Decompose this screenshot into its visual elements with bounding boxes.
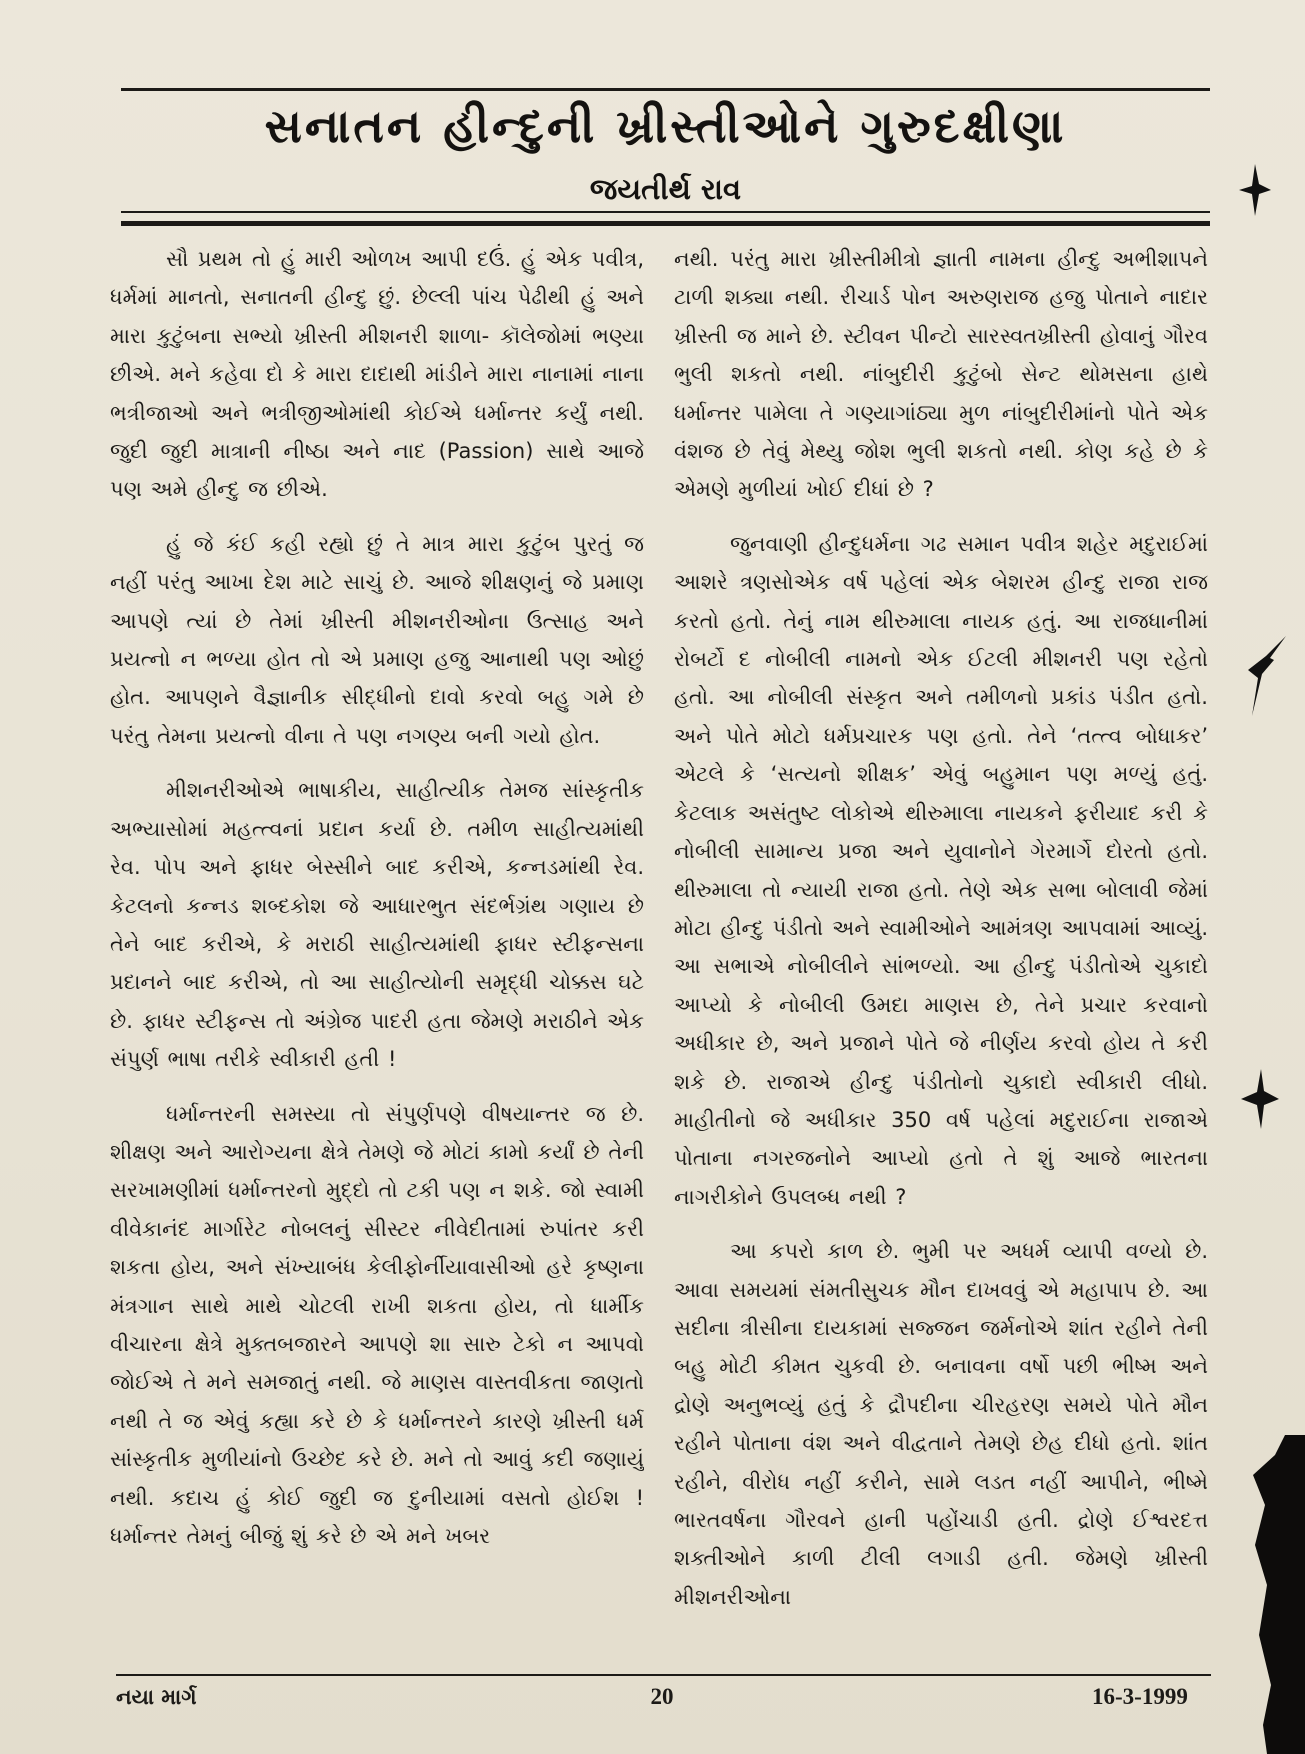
punch-hole-mark-middle (1240, 630, 1290, 720)
torn-edge-shadow (1245, 1435, 1305, 1754)
issue-date: 16-3-1999 (1092, 1684, 1188, 1709)
article-title: સનાતન હીન્દુની ખ્રીસ્તીઓને ગુરુદક્ષીણા (264, 99, 1067, 153)
punch-hole-mark-top (1235, 160, 1275, 220)
body-paragraph: જુનવાણી હીન્દુધર્મના ગઢ સમાન પવીત્ર શહેર મદુરાઈમાં આશરે ત્રણસોએક વર્ષ પહેલાં એક બેશરમ હીન્દુ રાજા રાજ કરતો હતો. તેનું નામ થીરુમાલા નાયક હતું. આ રાજધાનીમાં રોબર્ટો દ નોબીલી નામનો એક ઈટલી મીશનરી પણ રહેતો હતો. આ નોબીલી સંસ્કૃત અને તમીળનો પ્રકાંડ પંડીત હતો. અને પોતે મોટો ધર્મપ્રચારક પણ હતો. તેને ‘તત્ત્વ બોધાકર’ એટલે કે ‘સત્યનો શીક્ષક’ એવું બહુમાન પણ મળ્યું હતું. કેટલાક અસંતુષ્ટ લોકોએ થીરુમાલા નાયકને ફરીયાદ કરી કે નોબીલી સામાન્ય પ્રજા અને યુવાનોને ગેરમાર્ગે દોરતો હતો. થીરુમાલા તો ન્યાયી રાજા હતો. તેણે એક સભા બોલાવી જેમાં મોટા હીન્દુ પંડીતો અને સ્વામીઓને આમંત્રણ આપવામાં આવ્યું. આ સભાએ નોબીલીને સાંભળ્યો. આ હીન્દુ પંડીતોએ ચુકાદો આપ્યો કે નોબીલી ઉમદા માણસ છે, તેને પ્રચાર કરવાનો અધીકાર છે, અને પ્રજાને પોતે જે નીર્ણય કરવો હોય તે કરી શકે છે. રાજાએ હીન્દુ પંડીતોનો ચુકાદો સ્વીકારી લીધો. માહીતીનો જે અધીકાર 350 વર્ષ પહેલાં મદુરાઈના રાજાએ પોતાના નગરજનોને આપ્યો હતો તે શું આજે ભારતના નાગરીકોને ઉપલબ્ધ નથી ? (674, 531, 1208, 1209)
header-top-rule (121, 88, 1210, 91)
body-paragraph: હું જે કંઈ કહી રહ્યો છું તે માત્ર મારા કુટુંબ પુરતું જ નહીં પરંતુ આખા દેશ માટે સાચું છે. આજે શીક્ષણનું જે પ્રમાણ આપણે ત્યાં છે તેમાં ખ્રીસ્તી મીશનરીઓના ઉત્સાહ અને પ્રયત્નો ન ભળ્યા હોત તો એ પ્રમાણ હજુ આનાથી પણ ઓછું હોત. આપણને વૈજ્ઞાનીક સીદ્ધીનો દાવો કરવો બહુ ગમે છે પરંતુ તેમના પ્રયત્નો વીના તે પણ નગણ્ય બની ગયો હોત. (110, 531, 644, 748)
body-paragraph: ધર્માન્તરની સમસ્યા તો સંપુર્ણપણે વીષયાન્તર જ છે. શીક્ષણ અને આરોગ્યના ક્ષેત્રે તેમણે જે મોટાં કામો કર્યાં છે તેની સરખામણીમાં ધર્માન્તરનો મુદ્દો તો ટકી પણ ન શકે. જો સ્વામી વીવેકાનંદ માર્ગારેટ નોબલનું સીસ્ટર નીવેદીતામાં રુપાંતર કરી શકતા હોય, અને સંખ્યાબંધ કેલીફોર્નીયાવાસીઓ હરે કૃષ્ણના મંત્રગાન સાથે માથે ચોટલી રાખી શકતા હોય, તો ધાર્મીક વીચારના ક્ષેત્રે મુક્તબજારને આપણે શા સારુ ટેકો ન આપવો જોઈએ તે મને સમજાતું નથી. જે માણસ વાસ્તવીકતા જાણતો નથી તે જ એવું કહ્યા કરે છે કે ધર્માન્તરને કારણે ખ્રીસ્તી ધર્મ સાંસ્કૃતીક મુળીયાંનો ઉચ્છેદ કરે છે. મને તો આવું કદી જણાયું નથી. કદાચ હું કોઈ જુદી જ દુનીયામાં વસતો હોઈશ ! ધર્માન્તર તેમનું બીજું શું કરે છે એ મને ખબર (110, 1101, 644, 1548)
page-number: 20 (650, 1684, 674, 1709)
footer-rule (116, 1674, 1211, 1676)
article-author: જયતીર્થ રાવ (589, 172, 742, 206)
article-column-left (110, 240, 644, 1660)
publication-name: નયા માર્ગ (116, 1685, 197, 1709)
body-paragraph: મીશનરીઓએ ભાષાકીય, સાહીત્યીક તેમજ સાંસ્કૃતીક અભ્યાસોમાં મહત્ત્વનાં પ્રદાન કર્યા છે. તમીળ સાહીત્યમાંથી રેવ. પોપ અને ફાધર બેસ્સીને બાદ કરીએ, કન્નડમાંથી રેવ. કેટલનો કન્નડ શબ્દકોશ જે આધારભુત સંદર્ભગ્રંથ ગણાય છે તેને બાદ કરીએ, કે મરાઠી સાહીત્યમાંથી ફાધર સ્ટીફન્સના પ્રદાનને બાદ કરીએ, તો આ સાહીત્યોની સમૃદ્ધી ચોક્કસ ઘટે છે. ફાધર સ્ટીફન્સ તો અંગ્રેજ પાદરી હતા જેમણે મરાઠીને એક સંપુર્ણ ભાષા તરીકે સ્વીકારી હતી ! (110, 778, 644, 1072)
body-paragraph: નથી. પરંતુ મારા ખ્રીસ્તીમીત્રો જ્ઞાતી નામના હીન્દુ અભીશાપને ટાળી શક્યા નથી. રીચાર્ડ પોન અરુણરાજ હજુ પોતાને નાદાર ખ્રીસ્તી જ માને છે. સ્ટીવન પીન્ટો સારસ્વતખ્રીસ્તી હોવાનું ગૌરવ ભુલી શકતો નથી. નાંબુદીરી કુટુંબો સેન્ટ થોમસના હાથે ધર્માન્તર પામેલા તે ગણ્યાગાંઠ્યા મુળ નાંબુદીરીમાંનો પોતે એક વંશજ છે તેવું મેથ્યુ જોશ ભુલી શકતો નથી. કોણ કહે છે કે એમણે મુળીયાં ખોઈ દીધાં છે ? (674, 247, 1208, 502)
body-paragraph: સૌ પ્રથમ તો હું મારી ઓળખ આપી દઉં. હું એક પવીત્ર, ધર્મમાં માનતો, સનાતની હીન્દુ છું. છેલ્લી પાંચ પેઢીથી હું અને મારા કુટુંબના સભ્યો ખ્રીસ્તી મીશનરી શાળા- કૉલેજોમાં ભણ્યા છીએ. મને કહેવા દો કે મારા દાદાથી માંડીને મારા નાનામાં નાના ભત્રીજાઓ અને ભત્રીજીઓમાંથી કોઈએ ધર્માન્તર કર્યું નથી. જુદી જુદી માત્રાની નીષ્ઠા અને નાદ (Passion) સાથે આજે પણ અમે હીન્દુ જ છીએ. (110, 247, 644, 502)
header-thick-rule (121, 221, 1210, 226)
body-paragraph: આ કપરો કાળ છે. ભુમી પર અધર્મ વ્યાપી વળ્યો છે. આવા સમયમાં સંમતીસુચક મૌન દાખવવું એ મહાપાપ છે. આ સદીના ત્રીસીના દાયકામાં સજ્જન જર્મનોએ શાંત રહીને તેની બહુ મોટી કીમત ચુકવી છે. બનાવના વર્ષો પછી ભીષ્મ અને દ્રોણે અનુભવ્યું હતું કે દ્રૌપદીના ચીરહરણ સમયે પોતે મૌન રહીને પોતાના વંશ અને વીદ્વતાને તેમણે છેહ દીધો હતો. શાંત રહીને, વીરોધ નહીં કરીને, સામે લડત નહીં આપીને, ભીષ્મે ભારતવર્ષના ગૌરવને હાની પહોંચાડી હતી. દ્રોણે ઈશ્વરદત્ત શક્તીઓને કાળી ટીલી લગાડી હતી. જેમણે ખ્રીસ્તી મીશનરીઓના (674, 1239, 1208, 1609)
punch-hole-mark-lower (1237, 1065, 1283, 1135)
header-thin-rule (121, 211, 1210, 213)
article-column-right (674, 240, 1208, 1660)
